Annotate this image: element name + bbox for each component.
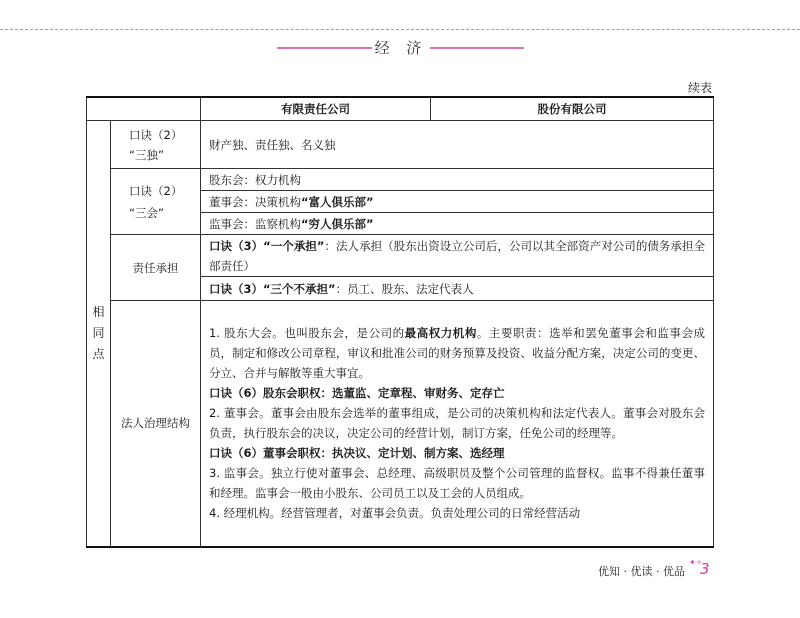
- table-header-row: [87, 97, 714, 121]
- header-llc: 有限责任公司: [201, 97, 431, 121]
- top-dashed-border: [0, 29, 800, 30]
- paragraph-supervisors: 3. 监事会。独立行使对董事会、总经理、高级职员及整个公司管理的监督权。监事不得兼任董事和经理。监事会一般由小股东、公司员工以及工会的人员组成。: [209, 466, 705, 501]
- row-content: 财产独、责任独、名义独: [201, 121, 714, 169]
- table-row: [87, 169, 714, 191]
- header-rule-left: [277, 47, 372, 49]
- paragraph-managers: 4. 经理机构。经营管理者，对董事会负责。负责处理公司的日常经营活动: [209, 506, 581, 521]
- list-item: 监事会：监察机构“穷人俱乐部”: [201, 213, 714, 235]
- mnemonic-shareholders: 口诀（6）股东会职权：选董监、定章程、审财务、定存亡: [209, 386, 505, 401]
- row-category: 口诀（2） “三独”: [111, 121, 201, 169]
- header-joint-stock: 股份有限公司: [431, 97, 714, 121]
- row-category: 口诀（2） “三会”: [111, 169, 201, 235]
- page-number: 3: [700, 560, 710, 578]
- star-decoration-icon: ✦✧: [689, 558, 703, 567]
- row-category: 责任承担: [111, 235, 201, 301]
- list-item: 董事会：决策机构“富人俱乐部”: [201, 191, 714, 213]
- group-label-cell: [87, 121, 111, 547]
- footer-slogan: 优知 · 优读 · 优品: [598, 565, 685, 578]
- header-rule-right: [430, 47, 524, 49]
- continued-label: 续表: [687, 81, 712, 95]
- list-item: 股东会：权力机构: [201, 169, 714, 191]
- governance-content: [201, 301, 714, 547]
- list-item: 口诀（3）“三个不承担”：员工、股东、法定代表人: [201, 277, 714, 301]
- paragraph-shareholders: 1. 股东大会。也叫股东会，是公司的最高权力机构。主要职责：选举和罢免董事会和监事会成员，制定和修改公司章程，审议和批准公司的财务预算及投资、收益分配方案，决定公司的变更、分立、合并与解散等重大事宜。: [209, 326, 706, 381]
- section-title: 经 济: [374, 39, 428, 57]
- paragraph-board: 2. 董事会。董事会由股东会选举的董事组成，是公司的决策机构和法定代表人。董事会对股东会负责，执行股东会的决议，决定公司的经营计划，制订方案，任免公司的经理等。: [209, 406, 705, 441]
- comparison-table: [86, 96, 714, 548]
- row-category: 法人治理结构: [111, 301, 201, 547]
- header-blank-cell: [87, 97, 201, 121]
- table-row: [87, 235, 714, 277]
- list-item: 口诀（3）“一个承担”：法人承担（股东出资设立公司后，公司以其全部资产对公司的债务承担全部责任）: [201, 235, 714, 277]
- group-label: 相同点: [92, 304, 105, 361]
- table-row: [87, 121, 714, 169]
- mnemonic-board: 口诀（6）董事会职权：执决议、定计划、制方案、选经理: [209, 446, 505, 461]
- table-row: [87, 301, 714, 547]
